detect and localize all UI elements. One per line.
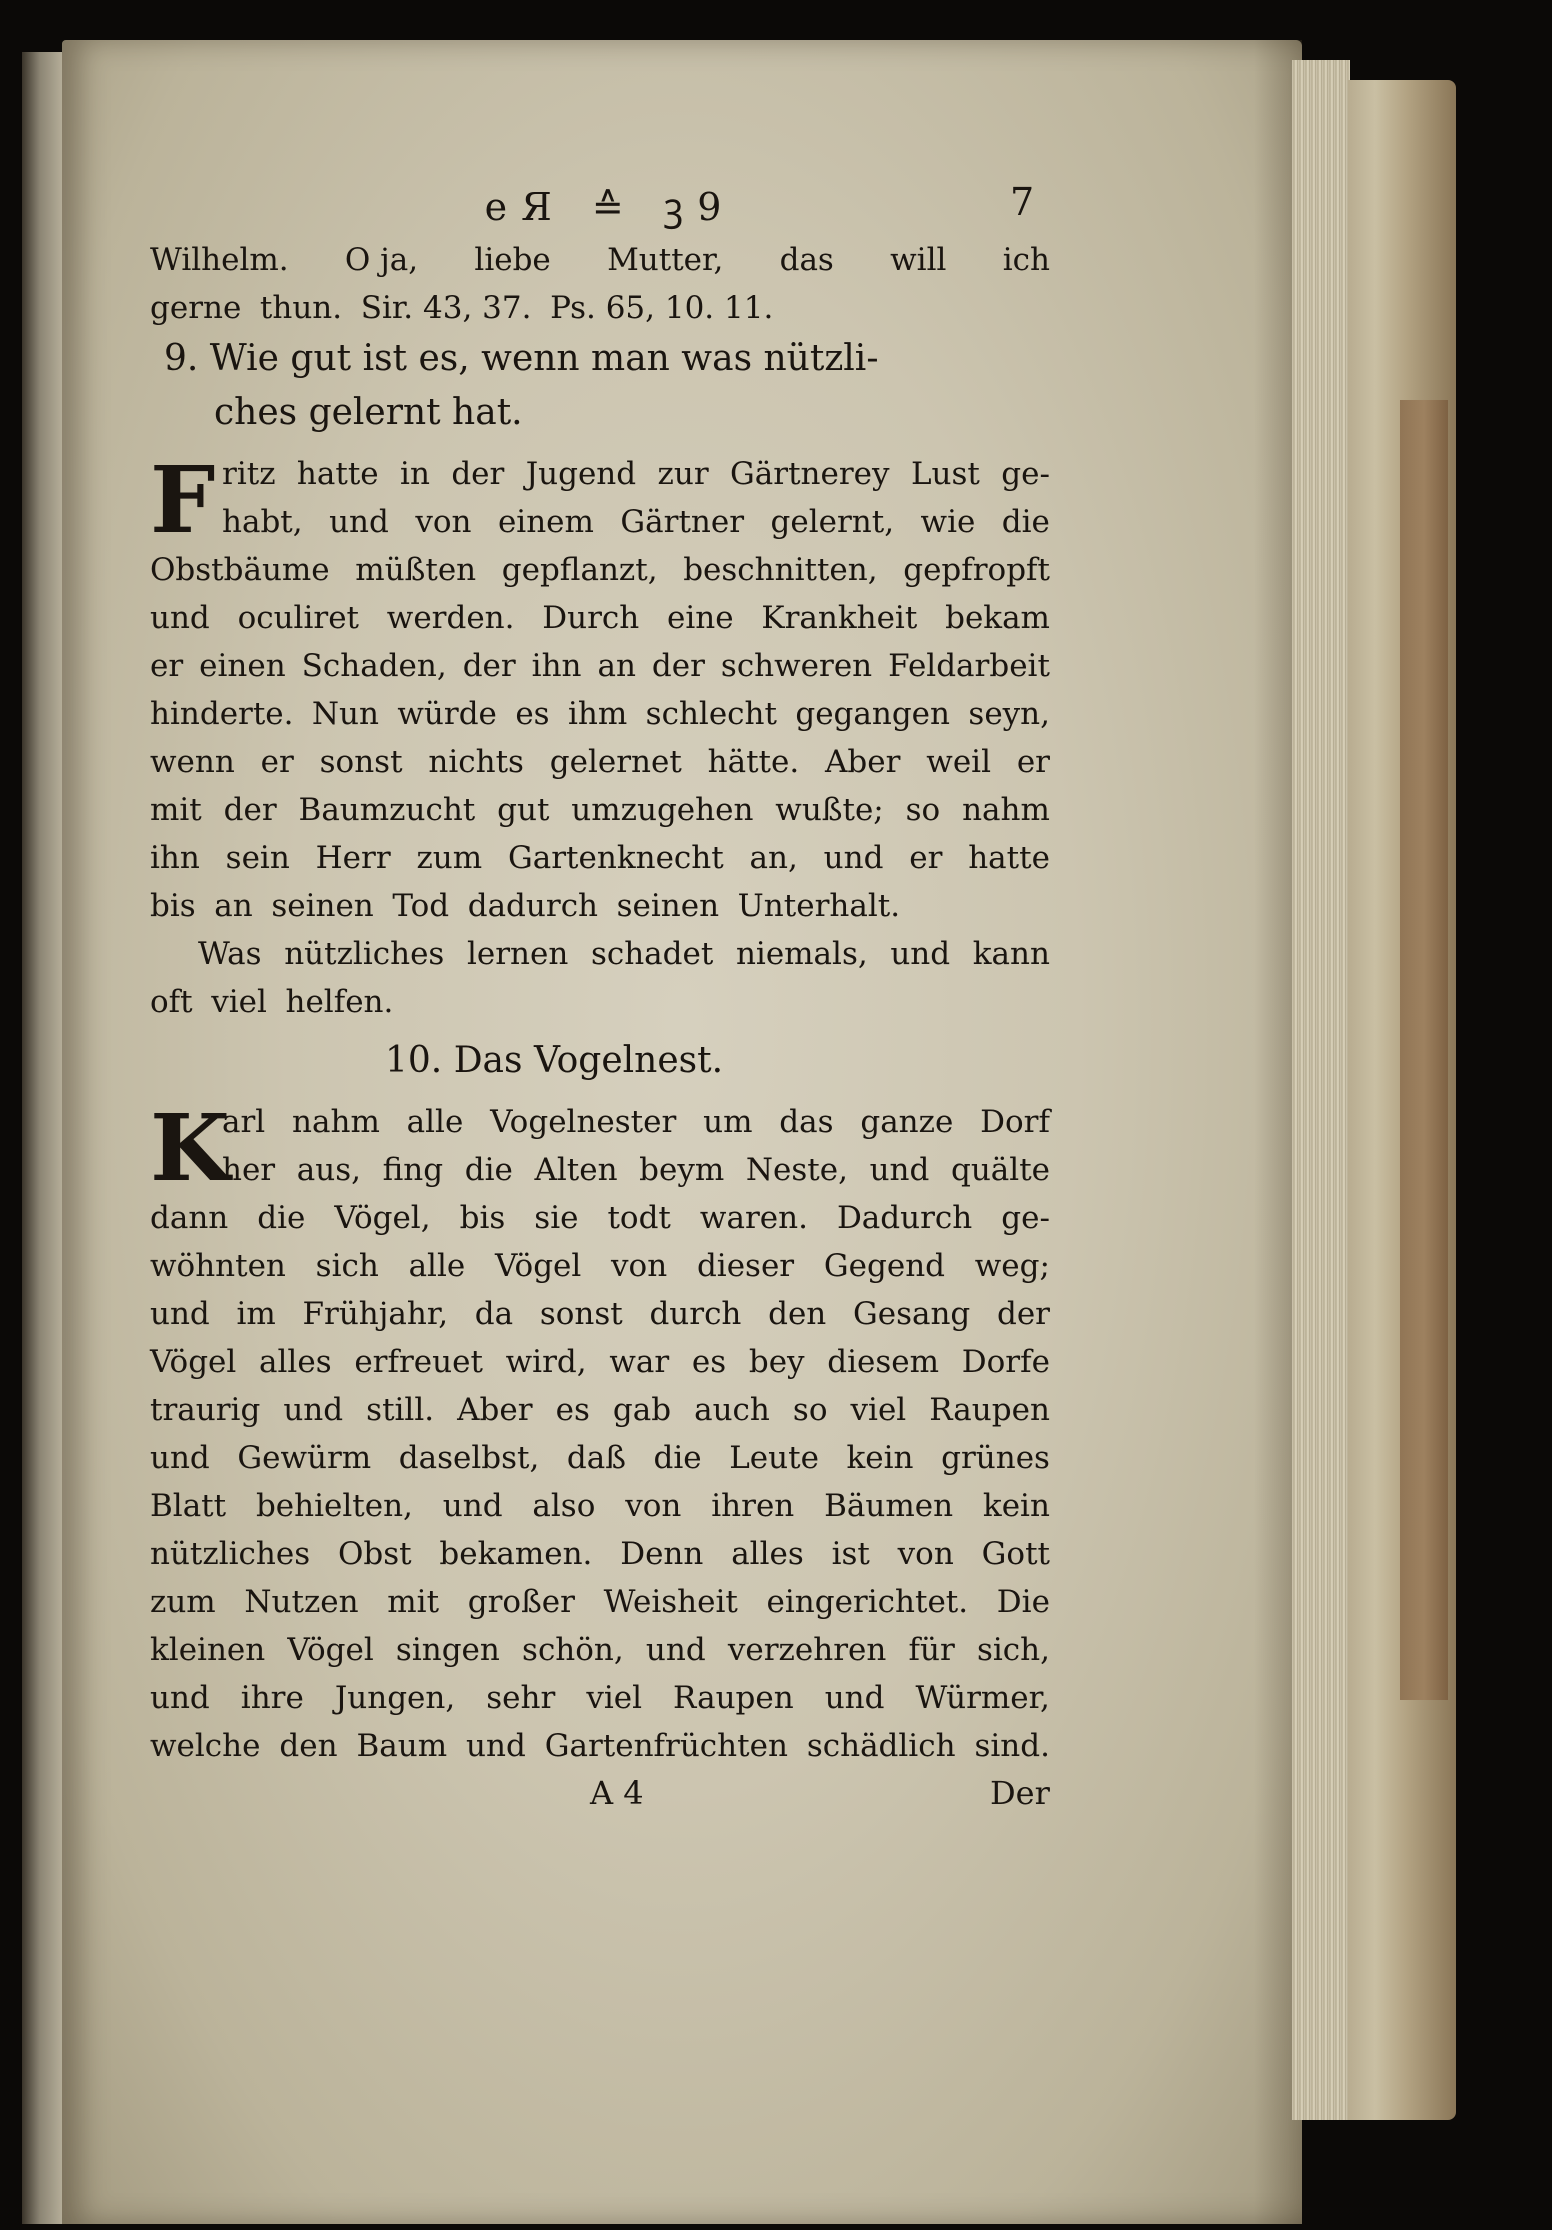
word: O ja,	[344, 242, 419, 278]
section-9-title-cont: ches gelernt hat.	[214, 392, 523, 433]
word: thun.	[259, 290, 343, 326]
head-ornament: eЯ ≙ ꝫ9	[484, 185, 736, 229]
text-line: und Gewürm daselbst, daß die Leute kein grünes	[150, 1440, 1050, 1476]
facing-page-edge	[22, 52, 62, 2224]
moral-line: Was nützliches lernen schadet niemals, und kann	[198, 936, 1050, 972]
text-line: mit der Baumzucht gut umzugehen wußte; so nahm	[150, 792, 1050, 828]
word: das	[779, 242, 834, 278]
page-number: 7	[1010, 180, 1035, 224]
text-line: Obstbäume müßten gepflanzt, beschnitten, gepfropft	[150, 552, 1050, 588]
catchword: Der	[990, 1774, 1050, 1812]
text-line: und ihre Jungen, sehr viel Raupen und Würmer,	[150, 1680, 1050, 1716]
word: liebe	[474, 242, 551, 278]
text-line: ihn sein Herr zum Gartenknecht an, und er hatte	[150, 840, 1050, 876]
text-line: Vögel alles erfreuet wird, war es bey diesem Dorfe	[150, 1344, 1050, 1380]
text-line: nützliches Obst bekamen. Denn alles ist von Gott	[150, 1536, 1050, 1572]
dialogue-line-1	[150, 236, 1050, 284]
text-line: habt, und von einem Gärtner gelernt, wie die	[222, 504, 1050, 540]
drop-cap: F	[150, 446, 216, 554]
word: gerne	[150, 290, 242, 326]
text-line: und oculiret werden. Durch eine Krankheit bekam	[150, 600, 1050, 636]
text-line: kleinen Vögel singen schön, und verzehren für sich,	[150, 1632, 1050, 1668]
word: will	[890, 242, 947, 278]
section-10-title: 10. Das Vogelnest.	[385, 1040, 724, 1081]
drop-cap: K	[150, 1094, 230, 1202]
section-10-body	[150, 1094, 1050, 1770]
text-line: dann die Vögel, bis sie todt waren. Dadurch ge-	[150, 1200, 1050, 1236]
text-line: wöhnten sich alle Vögel von dieser Gegend weg;	[150, 1248, 1050, 1284]
text-line: wenn er sonst nichts gelernet hätte. Aber weil er	[150, 744, 1050, 780]
moral-line: oft viel helfen.	[150, 984, 394, 1020]
page-block-edge	[1292, 60, 1350, 2120]
section-9-body	[150, 446, 1050, 930]
page-text	[150, 180, 1050, 1824]
speaker: Wilhelm.	[150, 242, 289, 278]
text-line: arl nahm alle Vogelnester um das ganze Dorf	[222, 1104, 1050, 1140]
text-line: her aus, fing die Alten beym Neste, und quälte	[222, 1152, 1050, 1188]
running-head	[150, 180, 1050, 236]
bible-reference: Sir. 43, 37.	[360, 290, 532, 326]
signature-mark: A 4	[590, 1774, 644, 1812]
text-line: er einen Schaden, der ihn an der schweren Feldarbeit	[150, 648, 1050, 684]
text-line: zum Nutzen mit großer Weisheit eingerichtet. Die	[150, 1584, 1050, 1620]
text-line: und im Frühjahr, da sonst durch den Gesang der	[150, 1296, 1050, 1332]
text-line: hinderte. Nun würde es ihm schlecht gegangen seyn,	[150, 696, 1050, 732]
text-line: ritz hatte in der Jugend zur Gärtnerey Lust ge-	[222, 456, 1050, 492]
bible-reference: Ps. 65, 10. 11.	[550, 290, 774, 326]
dialogue-line-2	[150, 284, 1050, 332]
section-9-title: 9. Wie gut ist es, wenn man was nützli-	[164, 338, 879, 379]
text-line: welche den Baum und Gartenfrüchten schädlich sind.	[150, 1728, 1050, 1764]
page-footer	[150, 1774, 1050, 1824]
text-line: traurig und still. Aber es gab auch so viel Raupen	[150, 1392, 1050, 1428]
text-line: Blatt behielten, und also von ihren Bäumen kein	[150, 1488, 1050, 1524]
word: ich	[1002, 242, 1050, 278]
word: Mutter,	[607, 242, 724, 278]
spine-strip	[1400, 400, 1448, 1700]
text-line: bis an seinen Tod dadurch seinen Unterhalt.	[150, 888, 901, 924]
